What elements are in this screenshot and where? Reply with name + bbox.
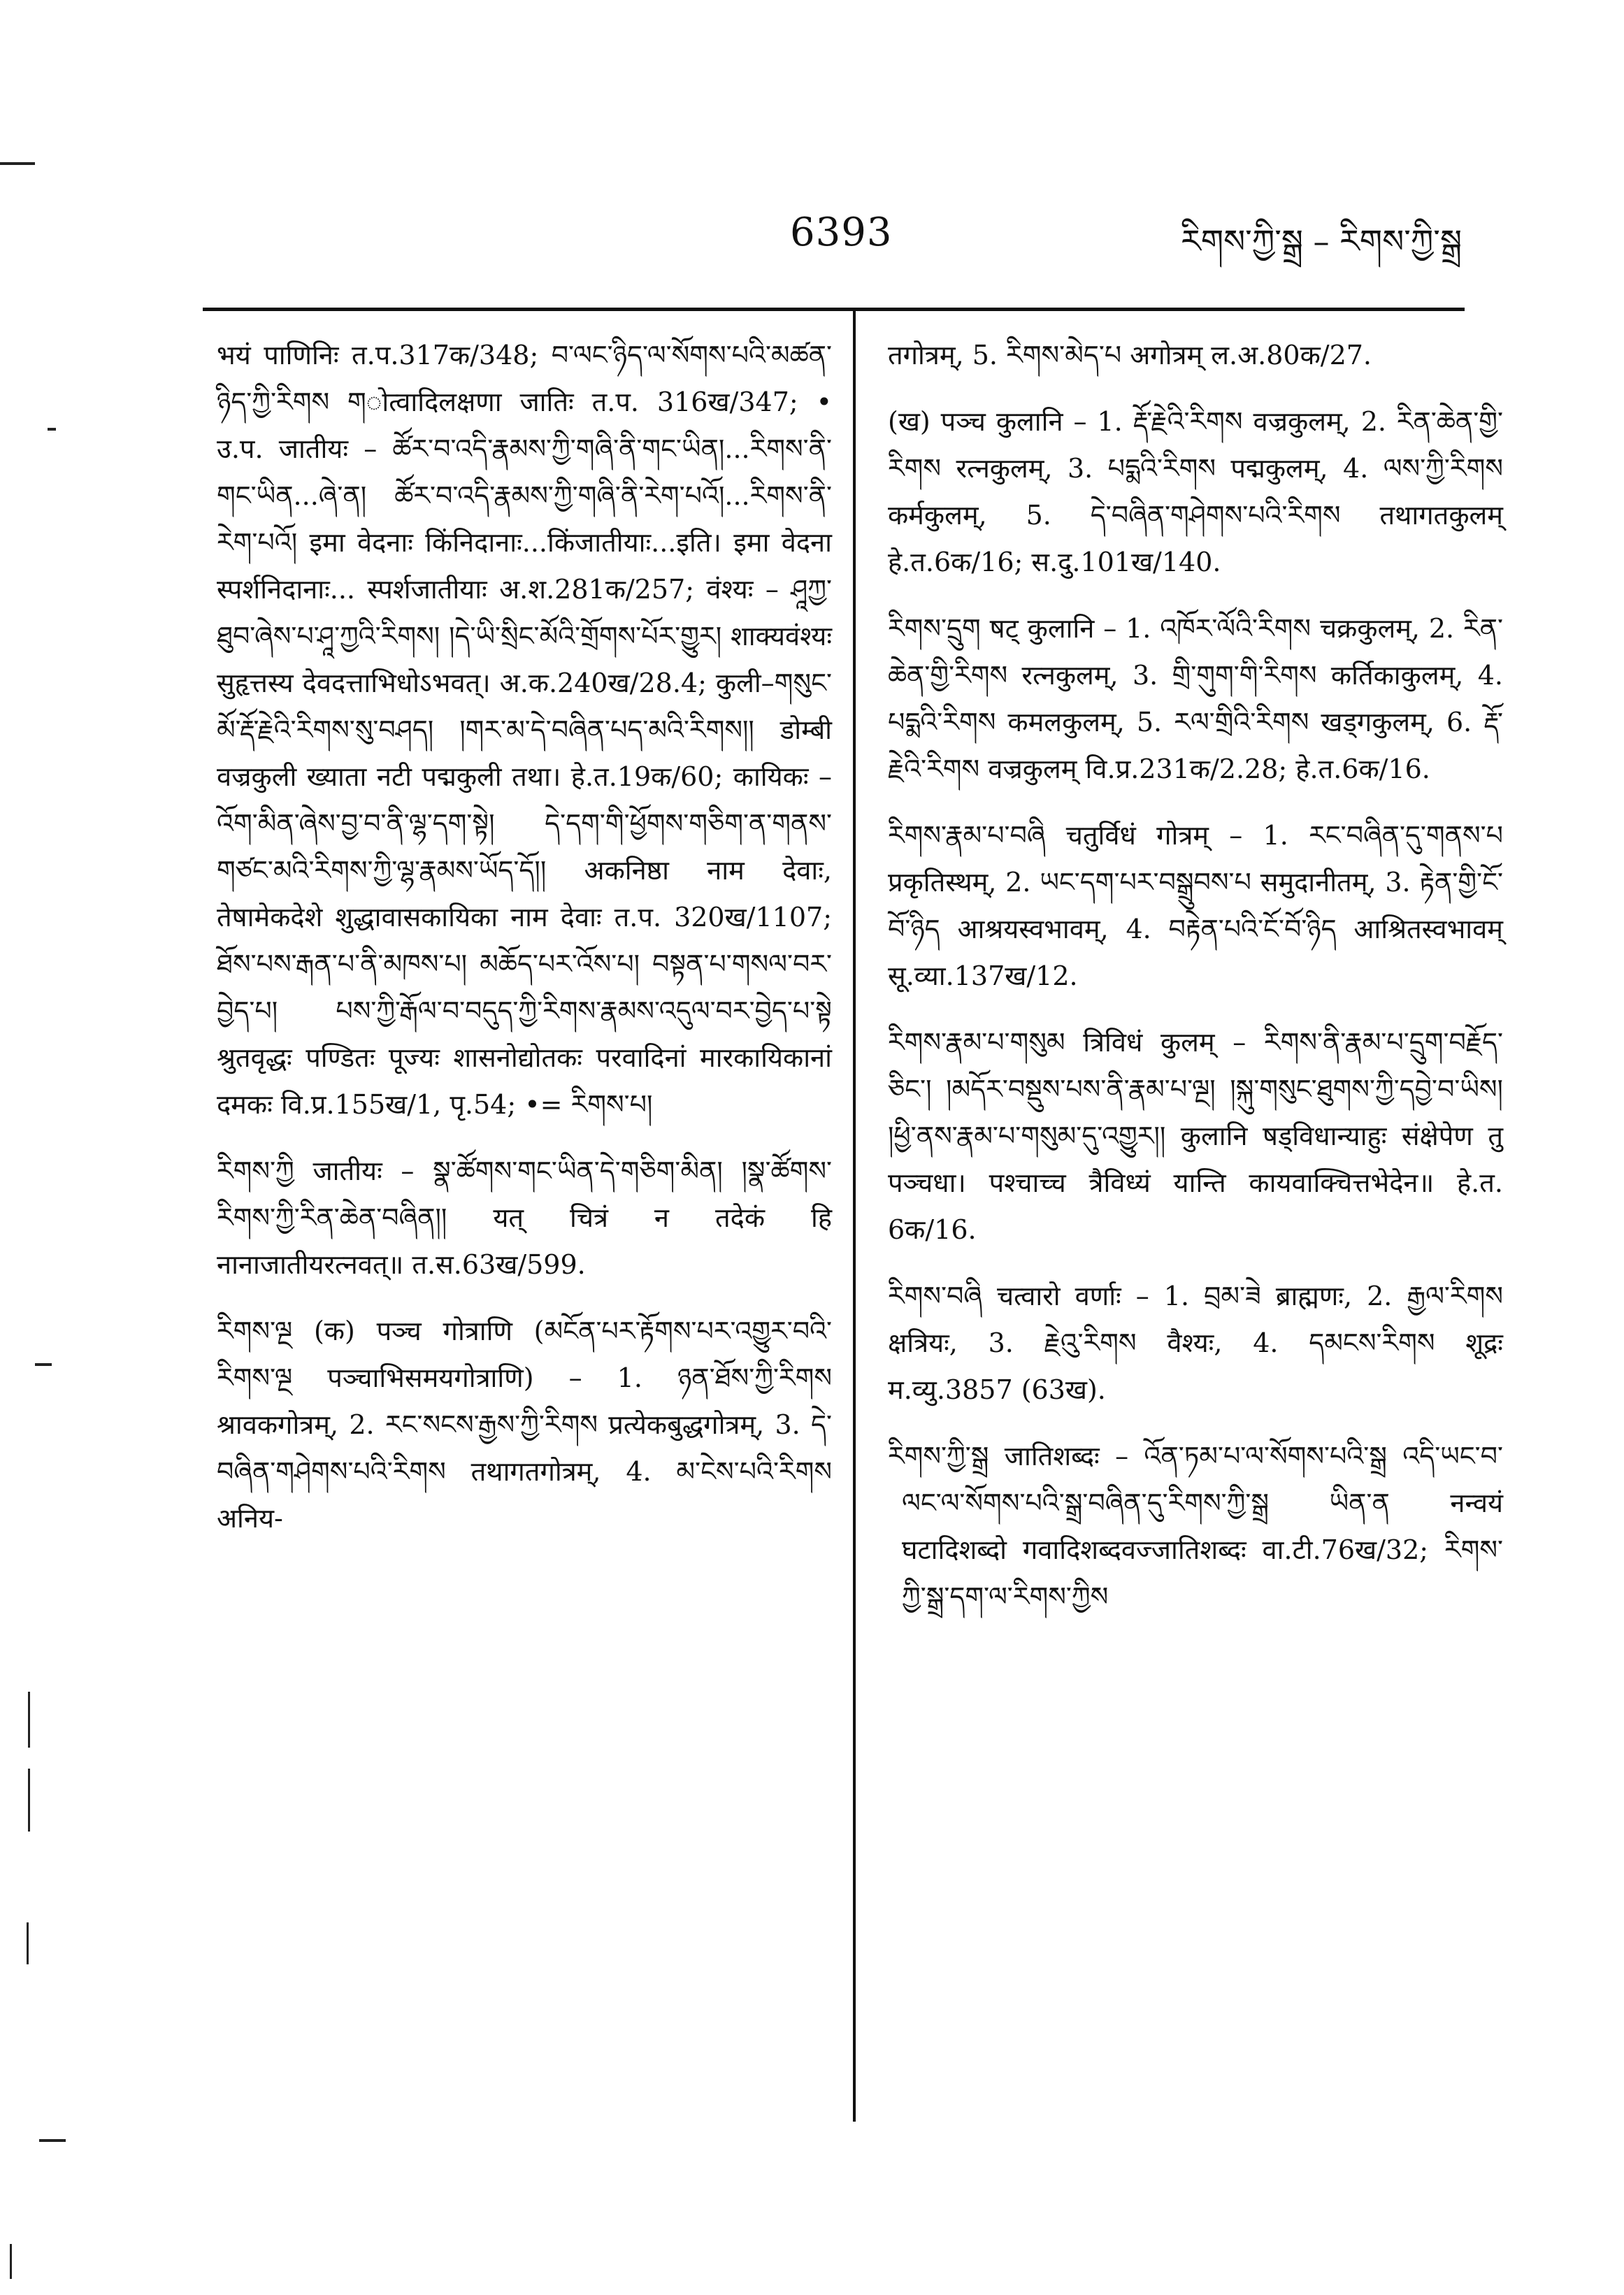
margin-mark	[10, 2244, 12, 2279]
page-number: 6393	[790, 210, 893, 255]
dictionary-entry: भयं पाणिनिः त.प.317क/348; བ་ལང་ཉིད་ལ་སོགས་པའི་མཚན་ཉིད་ཀྱི་རིགས གोत्वादिलक्षणा जातिः त.प. 316ख/347; • उ.प. जातीयः – ཚོར་བ་འདི་རྣམས་ཀྱི་གཞི་ནི་གང་ཡིན།...རིགས་ནི་གང་ཡིན...ཞེ་ན། ཚོར་བ་འདི་རྣམས་ཀྱི་གཞི་ནི་རེག་པའོ།...རིགས་ནི་རེག་པའོ། इमा वेदनाः किंनिदानाः...किंजातीयाः...इति। इमा वेदना स्पर्शनिदानाः... स्पर्शजातीयाः अ.श.281क/257; वंश्यः – ཤཱཀྱ་ཐུབ་ཞེས་པ་ཤཱ་ཀྱའི་རིགས། །དེ་ཡི་སྲིང་མོའི་གྲོགས་པོར་གྱུར། शाक्यवंश्यः सुहृत्तस्य देवदत्ताभिधोऽभवत्। अ.क.240ख/28.4; कुली–གསུང་མོ་རྡོ་རྗེའི་རིགས་སུ་བཤད། །གར་མ་དེ་བཞིན་པད་མའི་རིགས།། डोम्बी वज्रकुली ख्याता नटी पद्मकुली तथा। हे.त.19क/60; कायिकः – འོག་མིན་ཞེས་བྱ་བ་ནི་ལྷ་དག་སྟེ། དེ་དག་གི་ཕྱོགས་གཅིག་ན་གནས་གཙང་མའི་རིགས་ཀྱི་ལྷ་རྣམས་ཡོད་དོ།། अकनिष्ठा नाम देवाः, तेषामेकदेशे शुद्धावासकायिका नाम देवाः त.प. 320ख/1107; ཐོས་པས་རྒན་པ་ནི་མཁས་པ། མཆོད་པར་འོས་པ། བསྟན་པ་གསལ་བར་བྱེད་པ། པས་ཀྱི་རྒོལ་བ་བདུད་ཀྱི་རིགས་རྣམས་འདུལ་བར་བྱེད་པ་སྟེ श्रुतवृद्धः पण्डितः पूज्यः शासनोद्योतकः परवादिनां मारकायिकानां दमकः वि.प्र.155ख/1, पृ.54; •= རིགས་པ།	[217, 340, 832, 1120]
dictionary-entry: རིགས་ཀྱི་སྒྲ जातिशब्दः – འོན་ཏམ་པ་ལ་སོགས་པའི་སྒྲ འདི་ཡང་བ་ལང་ལ་སོགས་པའི་སྒྲ་བཞིན་དུ་རིགས་ཀྱི་སྒྲ ཡིན་ན नन्वयं घटादिशब्दो गवादिशब्दवज्जातिशब्दः वा.टी.76ख/32; རིགས་ཀྱི་སྒྲ་དག་ལ་རིགས་ཀྱིས	[888, 1441, 1503, 1612]
dictionary-entry: རིགས་ཀྱི जातीयः – སྣ་ཚོགས་གང་ཡིན་དེ་གཅིག་མིན། །སྣ་ཚོགས་རིགས་ཀྱི་རིན་ཆེན་བཞིན།། यत् चित्रं न तदेकं हि नानाजातीयरत्नवत्॥ त.स.63ख/599.	[217, 1156, 832, 1280]
column-divider	[853, 311, 856, 2122]
dictionary-entry: རིགས་རྣམ་པ་བཞི चतुर्विधं गोत्रम् – 1. རང་བཞིན་དུ་གནས་པ प्रकृतिस्थम्, 2. ཡང་དག་པར་བསྒྲུབས་པ समुदानीतम्, 3. རྟེན་གྱི་ངོ་བོ་ཉིད आश्रयस्वभावम्, 4. བརྟེན་པའི་ངོ་བོ་ཉིད आश्रितस्वभावम् सू.व्या.137ख/12.	[888, 820, 1503, 991]
right-column	[888, 332, 1503, 1640]
header-rule	[203, 308, 1465, 311]
margin-mark	[39, 2139, 66, 2142]
running-head: རིགས་ཀྱི་སྒྲ – རིགས་ཀྱི་སྒྲ	[1181, 222, 1462, 260]
dictionary-entry: तगोत्रम्, 5. རིགས་མེད་པ अगोत्रम् ल.अ.80क/27.	[888, 340, 1372, 370]
left-column	[217, 332, 832, 1562]
margin-mark	[48, 428, 56, 431]
dictionary-entry: རིགས་བཞི चत्वारो वर्णाः – 1. བྲམ་ཟེ ब्राह्मणः, 2. རྒྱལ་རིགས क्षत्रियः, 3. རྗེའུ་རིགས वैश्यः, 4. དམངས་རིགས शूद्रः म.व्यु.3857 (63ख).	[888, 1281, 1503, 1405]
dictionary-entry: (ख) पञ्च कुलानि – 1. རྡོ་རྗེའི་རིགས वज्रकुलम्, 2. རིན་ཆེན་གྱི་རིགས रत्नकुलम्, 3. པདྨའི་རིགས पद्मकुलम्, 4. ལས་ཀྱི་རིགས कर्मकुलम्, 5. དེ་བཞིན་གཤེགས་པའི་རིགས तथागतकुलम् हे.त.6क/16; स.दु.101ख/140.	[888, 406, 1503, 577]
margin-mark	[28, 1769, 30, 1832]
margin-mark	[27, 1922, 29, 1964]
margin-mark	[0, 162, 35, 165]
dictionary-entry: རིགས་དྲུག षट् कुलानि – 1. འཁོར་ལོའི་རིགས चक्रकुलम्, 2. རིན་ཆེན་གྱི་རིགས रत्नकुलम्, 3. གྲི་གུག་གི་རིགས कर्तिकाकुलम्, 4. པདྨའི་རིགས कमलकुलम्, 5. རལ་གྲིའི་རིགས खड्गकुलम्, 6. རྡོ་རྗེའི་རིགས वज्रकुलम् वि.प्र.231क/2.28; हे.त.6क/16.	[888, 613, 1503, 784]
margin-mark	[28, 1692, 30, 1748]
dictionary-entry: རིགས་ལྔ (क) पञ्च गोत्राणि (མངོན་པར་རྟོགས་པར་འགྱུར་བའི་རིགས་ལྔ पञ्चाभिसमयगोत्राणि) – 1. ཉན་ཐོས་ཀྱི་རིགས श्रावकगोत्रम्, 2. རང་སངས་རྒྱས་ཀྱི་རིགས प्रत्येकबुद्धगोत्रम्, 3. དེ་བཞིན་གཤེགས་པའི་རིགས तथागतगोत्रम्, 4. མ་ངེས་པའི་རིགས अनिय-	[217, 1316, 832, 1534]
dictionary-entry: རིགས་རྣམ་པ་གསུམ त्रिविधं कुलम् – རིགས་ནི་རྣམ་པ་དྲུག་བརྗོད་ཅིང་། །མདོར་བསྡུས་པས་ནི་རྣམ་པ་ལྔ། །སྐུ་གསུང་ཐུགས་ཀྱི་དབྱེ་བ་ཡིས། །ཕྱི་ནས་རྣམ་པ་གསུམ་དུ་འགྱུར།། कुलानि षड्विधान्याहुः संक्षेपेण तु पञ्चधा। पश्चाच्च त्रैविध्यं यान्ति कायवाक्चित्तभेदेन॥ हे.त. 6क/16.	[888, 1027, 1503, 1245]
margin-mark	[35, 1363, 52, 1366]
